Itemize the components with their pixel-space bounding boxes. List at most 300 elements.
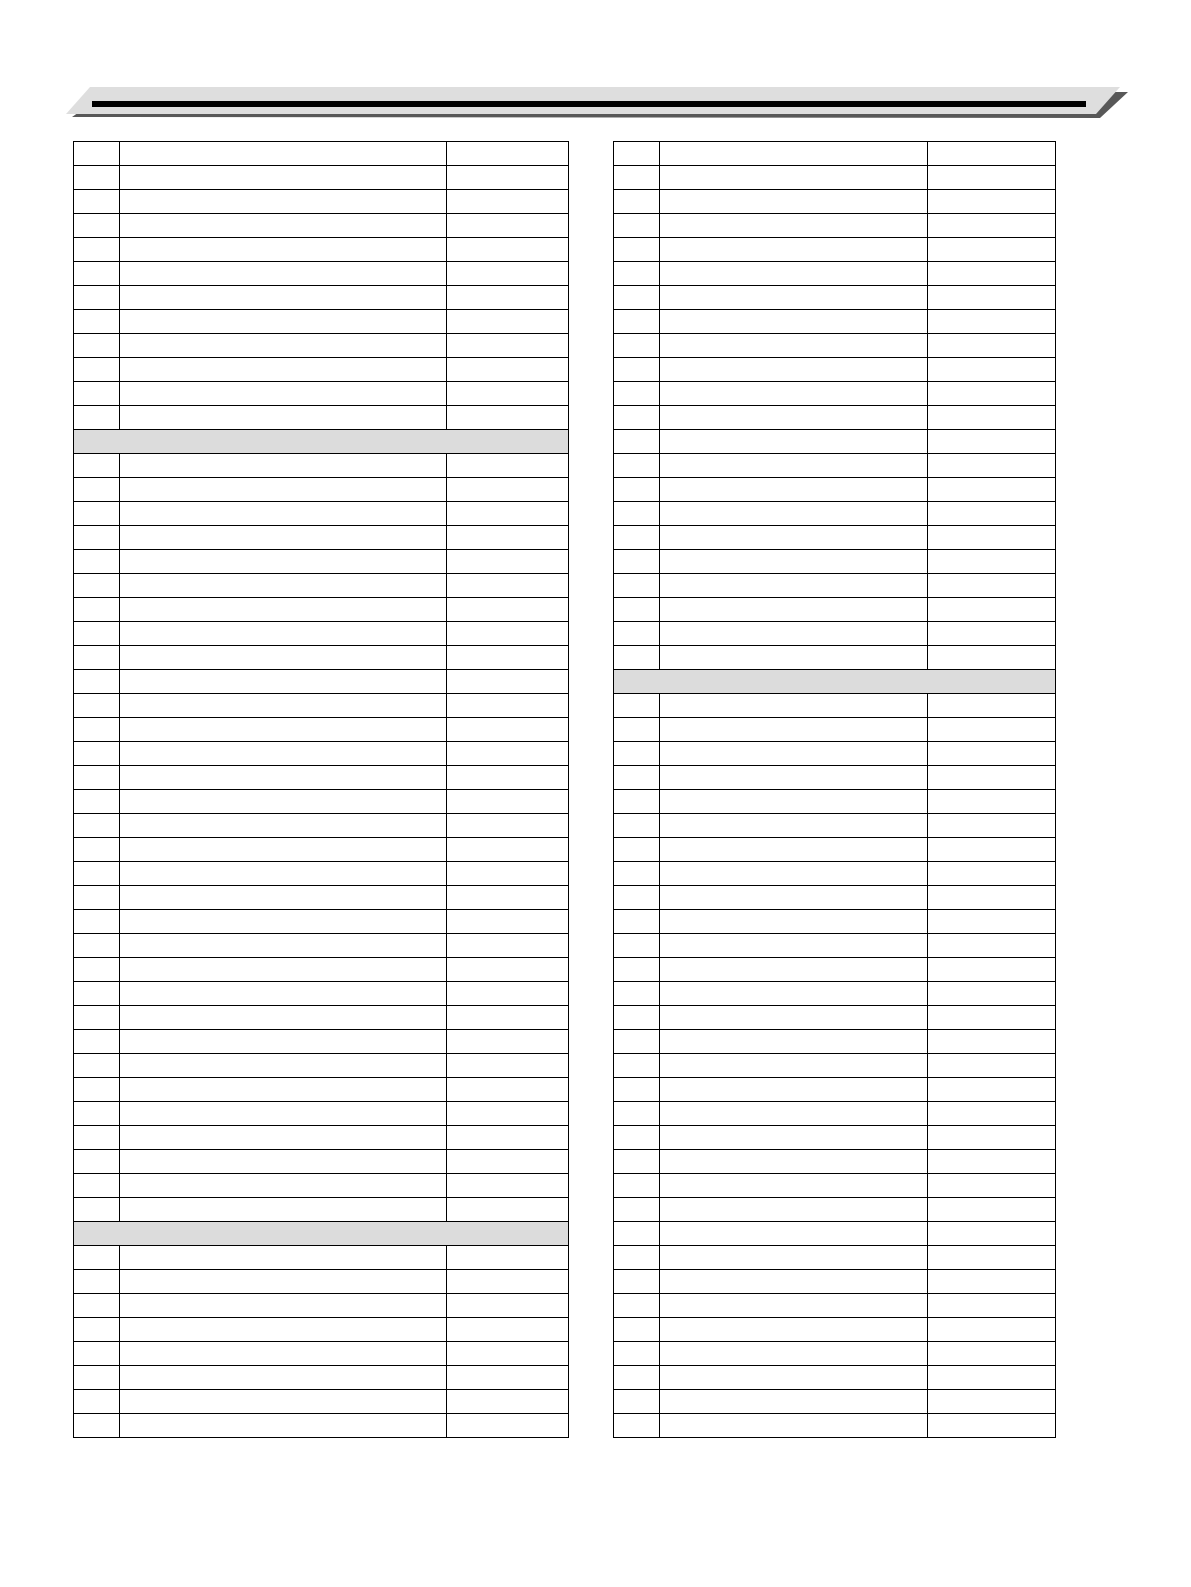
item-number-cell xyxy=(74,1126,120,1150)
item-description-cell xyxy=(660,286,928,310)
table-row xyxy=(74,1030,569,1054)
item-number-cell xyxy=(614,1198,660,1222)
item-description-cell xyxy=(660,910,928,934)
item-description-cell xyxy=(120,742,447,766)
item-description-cell xyxy=(120,622,447,646)
item-value-cell xyxy=(447,502,569,526)
item-number-cell xyxy=(614,358,660,382)
item-value-cell xyxy=(447,238,569,262)
item-value-cell xyxy=(447,214,569,238)
item-description-cell xyxy=(120,574,447,598)
item-description-cell xyxy=(660,502,928,526)
item-value-cell xyxy=(928,190,1056,214)
table-row xyxy=(614,454,1056,478)
item-value-cell xyxy=(928,838,1056,862)
item-value-cell xyxy=(447,142,569,166)
item-description-cell xyxy=(660,334,928,358)
item-number-cell xyxy=(74,1150,120,1174)
item-value-cell xyxy=(447,454,569,478)
item-value-cell xyxy=(447,1390,569,1414)
item-description-cell xyxy=(660,814,928,838)
item-number-cell xyxy=(614,286,660,310)
item-description-cell xyxy=(660,238,928,262)
item-number-cell xyxy=(614,1390,660,1414)
table-row xyxy=(74,526,569,550)
item-value-cell xyxy=(447,1414,569,1438)
item-value-cell xyxy=(928,1342,1056,1366)
item-description-cell xyxy=(660,1150,928,1174)
table-row xyxy=(74,790,569,814)
table-row xyxy=(614,718,1056,742)
item-value-cell xyxy=(928,214,1056,238)
item-value-cell xyxy=(928,1030,1056,1054)
item-value-cell xyxy=(447,574,569,598)
item-description-cell xyxy=(660,1366,928,1390)
item-value-cell xyxy=(928,694,1056,718)
item-description-cell xyxy=(120,694,447,718)
item-number-cell xyxy=(74,862,120,886)
item-number-cell xyxy=(74,214,120,238)
item-description-cell xyxy=(120,646,447,670)
item-value-cell xyxy=(447,1318,569,1342)
item-value-cell xyxy=(447,646,569,670)
item-value-cell xyxy=(447,982,569,1006)
table-row xyxy=(74,334,569,358)
item-value-cell xyxy=(447,670,569,694)
item-description-cell xyxy=(660,574,928,598)
table-row xyxy=(614,142,1056,166)
item-number-cell xyxy=(614,958,660,982)
item-value-cell xyxy=(447,862,569,886)
table-row xyxy=(74,1390,569,1414)
table-row xyxy=(614,1054,1056,1078)
item-description-cell xyxy=(660,142,928,166)
item-description-cell xyxy=(660,862,928,886)
table-row xyxy=(614,982,1056,1006)
item-description-cell xyxy=(660,166,928,190)
item-description-cell xyxy=(660,430,928,454)
table-row xyxy=(614,1318,1056,1342)
table-row xyxy=(74,454,569,478)
item-description-cell xyxy=(660,1030,928,1054)
table-row xyxy=(74,1054,569,1078)
table-row xyxy=(614,1390,1056,1414)
item-number-cell xyxy=(74,382,120,406)
item-description-cell xyxy=(120,862,447,886)
item-value-cell xyxy=(928,1294,1056,1318)
item-number-cell xyxy=(74,190,120,214)
item-description-cell xyxy=(660,1102,928,1126)
table-row xyxy=(74,166,569,190)
item-value-cell xyxy=(447,1174,569,1198)
item-value-cell xyxy=(928,1054,1056,1078)
item-description-cell xyxy=(660,1270,928,1294)
item-number-cell xyxy=(74,982,120,1006)
item-value-cell xyxy=(447,934,569,958)
item-number-cell xyxy=(614,646,660,670)
item-number-cell xyxy=(614,382,660,406)
item-number-cell xyxy=(74,1078,120,1102)
item-number-cell xyxy=(74,790,120,814)
item-value-cell xyxy=(928,958,1056,982)
table-row xyxy=(614,646,1056,670)
table-row xyxy=(74,742,569,766)
item-number-cell xyxy=(614,334,660,358)
item-value-cell xyxy=(447,1126,569,1150)
item-value-cell xyxy=(447,286,569,310)
item-number-cell xyxy=(614,454,660,478)
item-description-cell xyxy=(660,1414,928,1438)
table-row xyxy=(74,622,569,646)
item-description-cell xyxy=(120,262,447,286)
item-value-cell xyxy=(928,1078,1056,1102)
item-number-cell xyxy=(74,142,120,166)
item-value-cell xyxy=(928,1390,1056,1414)
table-row xyxy=(614,1246,1056,1270)
item-value-cell xyxy=(447,1342,569,1366)
item-description-cell xyxy=(660,1294,928,1318)
table-row xyxy=(74,1294,569,1318)
item-number-cell xyxy=(614,1414,660,1438)
item-value-cell xyxy=(447,694,569,718)
item-number-cell xyxy=(74,598,120,622)
table-row xyxy=(614,358,1056,382)
table-row xyxy=(74,982,569,1006)
item-description-cell xyxy=(660,382,928,406)
item-value-cell xyxy=(928,262,1056,286)
item-number-cell xyxy=(74,1198,120,1222)
item-number-cell xyxy=(74,1366,120,1390)
table-row xyxy=(614,790,1056,814)
left-table xyxy=(73,141,569,1438)
item-description-cell xyxy=(120,598,447,622)
item-description-cell xyxy=(120,886,447,910)
item-description-cell xyxy=(120,1078,447,1102)
item-description-cell xyxy=(660,982,928,1006)
table-row xyxy=(614,382,1056,406)
item-number-cell xyxy=(74,574,120,598)
item-description-cell xyxy=(660,1390,928,1414)
table-row xyxy=(614,1270,1056,1294)
item-value-cell xyxy=(447,190,569,214)
table-row xyxy=(614,334,1056,358)
item-value-cell xyxy=(447,1102,569,1126)
table-row xyxy=(614,502,1056,526)
item-number-cell xyxy=(614,886,660,910)
item-number-cell xyxy=(74,622,120,646)
item-description-cell xyxy=(120,1006,447,1030)
item-description-cell xyxy=(120,334,447,358)
table-row xyxy=(614,694,1056,718)
table-row xyxy=(614,1078,1056,1102)
item-number-cell xyxy=(614,1318,660,1342)
item-value-cell xyxy=(447,382,569,406)
item-description-cell xyxy=(660,478,928,502)
item-number-cell xyxy=(74,262,120,286)
item-value-cell xyxy=(928,766,1056,790)
item-description-cell xyxy=(120,1414,447,1438)
item-description-cell xyxy=(120,910,447,934)
item-number-cell xyxy=(74,958,120,982)
table-row xyxy=(614,598,1056,622)
item-description-cell xyxy=(120,838,447,862)
item-description-cell xyxy=(660,1342,928,1366)
table-row xyxy=(74,910,569,934)
table-row xyxy=(74,142,569,166)
item-description-cell xyxy=(660,742,928,766)
section-header-cell xyxy=(614,670,1056,694)
item-value-cell xyxy=(447,478,569,502)
table-row xyxy=(74,1414,569,1438)
item-number-cell xyxy=(74,1390,120,1414)
item-number-cell xyxy=(614,1054,660,1078)
item-number-cell xyxy=(614,1006,660,1030)
item-value-cell xyxy=(928,1150,1056,1174)
table-row xyxy=(74,646,569,670)
item-description-cell xyxy=(120,406,447,430)
item-description-cell xyxy=(120,934,447,958)
item-number-cell xyxy=(74,1006,120,1030)
item-value-cell xyxy=(928,406,1056,430)
item-description-cell xyxy=(660,214,928,238)
item-description-cell xyxy=(120,670,447,694)
table-row xyxy=(74,550,569,574)
table-row xyxy=(74,838,569,862)
table-row xyxy=(614,262,1056,286)
item-description-cell xyxy=(120,310,447,334)
item-value-cell xyxy=(447,622,569,646)
item-description-cell xyxy=(660,598,928,622)
table-row xyxy=(74,238,569,262)
item-number-cell xyxy=(74,310,120,334)
table-row xyxy=(614,1174,1056,1198)
item-value-cell xyxy=(928,1366,1056,1390)
item-value-cell xyxy=(928,1198,1056,1222)
item-number-cell xyxy=(74,1246,120,1270)
item-number-cell xyxy=(74,454,120,478)
item-description-cell xyxy=(120,766,447,790)
item-description-cell xyxy=(120,958,447,982)
item-description-cell xyxy=(120,238,447,262)
table-row xyxy=(74,1270,569,1294)
item-number-cell xyxy=(614,166,660,190)
item-value-cell xyxy=(928,454,1056,478)
table-row xyxy=(74,1318,569,1342)
item-number-cell xyxy=(614,622,660,646)
item-number-cell xyxy=(614,694,660,718)
table-row xyxy=(74,1174,569,1198)
item-value-cell xyxy=(447,1030,569,1054)
table-row xyxy=(74,1006,569,1030)
item-description-cell xyxy=(120,1126,447,1150)
table-row xyxy=(614,766,1056,790)
table-row xyxy=(74,214,569,238)
table-row xyxy=(614,550,1056,574)
header-rule xyxy=(92,101,1086,107)
section-header-row xyxy=(74,1222,569,1246)
table-row xyxy=(614,814,1056,838)
table-row xyxy=(614,934,1056,958)
section-header-row xyxy=(74,430,569,454)
item-value-cell xyxy=(447,766,569,790)
item-value-cell xyxy=(928,982,1056,1006)
table-row xyxy=(614,1198,1056,1222)
table-row xyxy=(614,286,1056,310)
item-number-cell xyxy=(74,1054,120,1078)
item-number-cell xyxy=(74,934,120,958)
item-number-cell xyxy=(74,1342,120,1366)
table-row xyxy=(614,166,1056,190)
item-number-cell xyxy=(614,238,660,262)
item-number-cell xyxy=(74,718,120,742)
table-row xyxy=(614,214,1056,238)
item-description-cell xyxy=(660,1222,928,1246)
table-row xyxy=(74,934,569,958)
table-row xyxy=(74,406,569,430)
item-value-cell xyxy=(928,142,1056,166)
item-value-cell xyxy=(928,622,1056,646)
item-number-cell xyxy=(74,550,120,574)
item-value-cell xyxy=(928,286,1056,310)
table-row xyxy=(614,1294,1056,1318)
item-value-cell xyxy=(928,430,1056,454)
table-row xyxy=(74,1126,569,1150)
item-value-cell xyxy=(928,1246,1056,1270)
item-description-cell xyxy=(120,1054,447,1078)
item-value-cell xyxy=(447,838,569,862)
item-value-cell xyxy=(928,550,1056,574)
item-number-cell xyxy=(74,502,120,526)
table-row xyxy=(614,886,1056,910)
item-description-cell xyxy=(660,1246,928,1270)
item-value-cell xyxy=(447,1294,569,1318)
item-number-cell xyxy=(614,502,660,526)
item-number-cell xyxy=(614,1126,660,1150)
item-number-cell xyxy=(74,814,120,838)
item-number-cell xyxy=(74,742,120,766)
item-description-cell xyxy=(660,550,928,574)
item-number-cell xyxy=(614,982,660,1006)
item-value-cell xyxy=(928,574,1056,598)
left-table-body xyxy=(74,142,569,1438)
item-value-cell xyxy=(447,166,569,190)
table-row xyxy=(74,1078,569,1102)
item-value-cell xyxy=(928,1414,1056,1438)
table-row xyxy=(74,862,569,886)
item-value-cell xyxy=(447,550,569,574)
item-value-cell xyxy=(928,1126,1056,1150)
item-number-cell xyxy=(74,646,120,670)
item-description-cell xyxy=(660,526,928,550)
item-value-cell xyxy=(447,1270,569,1294)
item-number-cell xyxy=(74,358,120,382)
item-value-cell xyxy=(928,910,1056,934)
right-table-body xyxy=(614,142,1056,1438)
section-header-row xyxy=(614,670,1056,694)
item-value-cell xyxy=(928,1270,1056,1294)
item-description-cell xyxy=(660,646,928,670)
item-number-cell xyxy=(614,1174,660,1198)
table-row xyxy=(614,478,1056,502)
table-row xyxy=(74,1102,569,1126)
item-number-cell xyxy=(614,310,660,334)
item-number-cell xyxy=(74,1414,120,1438)
table-row xyxy=(614,430,1056,454)
item-value-cell xyxy=(928,862,1056,886)
item-description-cell xyxy=(660,1078,928,1102)
table-row xyxy=(74,310,569,334)
item-description-cell xyxy=(660,886,928,910)
item-number-cell xyxy=(74,1270,120,1294)
table-row xyxy=(74,502,569,526)
item-value-cell xyxy=(928,334,1056,358)
table-row xyxy=(74,766,569,790)
item-value-cell xyxy=(928,478,1056,502)
header-band xyxy=(60,84,1132,122)
table-row xyxy=(614,862,1056,886)
item-number-cell xyxy=(74,166,120,190)
item-value-cell xyxy=(928,358,1056,382)
item-value-cell xyxy=(928,814,1056,838)
item-description-cell xyxy=(660,1006,928,1030)
item-value-cell xyxy=(928,934,1056,958)
item-description-cell xyxy=(660,358,928,382)
item-description-cell xyxy=(660,622,928,646)
item-number-cell xyxy=(74,406,120,430)
item-number-cell xyxy=(614,742,660,766)
table-row xyxy=(74,382,569,406)
table-row xyxy=(614,1222,1056,1246)
table-row xyxy=(74,1198,569,1222)
table-row xyxy=(74,1246,569,1270)
item-value-cell xyxy=(447,1366,569,1390)
item-number-cell xyxy=(74,766,120,790)
item-number-cell xyxy=(614,718,660,742)
item-number-cell xyxy=(614,190,660,214)
item-value-cell xyxy=(447,598,569,622)
table-row xyxy=(614,1102,1056,1126)
item-description-cell xyxy=(120,478,447,502)
table-row xyxy=(614,1126,1056,1150)
table-row xyxy=(74,598,569,622)
item-description-cell xyxy=(120,382,447,406)
item-number-cell xyxy=(614,598,660,622)
item-description-cell xyxy=(660,1318,928,1342)
item-value-cell xyxy=(447,1150,569,1174)
item-description-cell xyxy=(120,1294,447,1318)
item-description-cell xyxy=(660,838,928,862)
item-number-cell xyxy=(614,1342,660,1366)
item-value-cell xyxy=(447,742,569,766)
section-header-cell xyxy=(74,1222,569,1246)
table-row xyxy=(614,1030,1056,1054)
item-description-cell xyxy=(120,526,447,550)
item-number-cell xyxy=(614,430,660,454)
item-value-cell xyxy=(447,526,569,550)
table-row xyxy=(614,574,1056,598)
item-description-cell xyxy=(120,1150,447,1174)
item-number-cell xyxy=(614,1246,660,1270)
item-description-cell xyxy=(120,1318,447,1342)
table-row xyxy=(74,670,569,694)
item-number-cell xyxy=(614,766,660,790)
table-row xyxy=(614,1342,1056,1366)
table-row xyxy=(614,1006,1056,1030)
item-number-cell xyxy=(74,694,120,718)
item-number-cell xyxy=(614,862,660,886)
table-row xyxy=(614,958,1056,982)
item-number-cell xyxy=(614,1078,660,1102)
